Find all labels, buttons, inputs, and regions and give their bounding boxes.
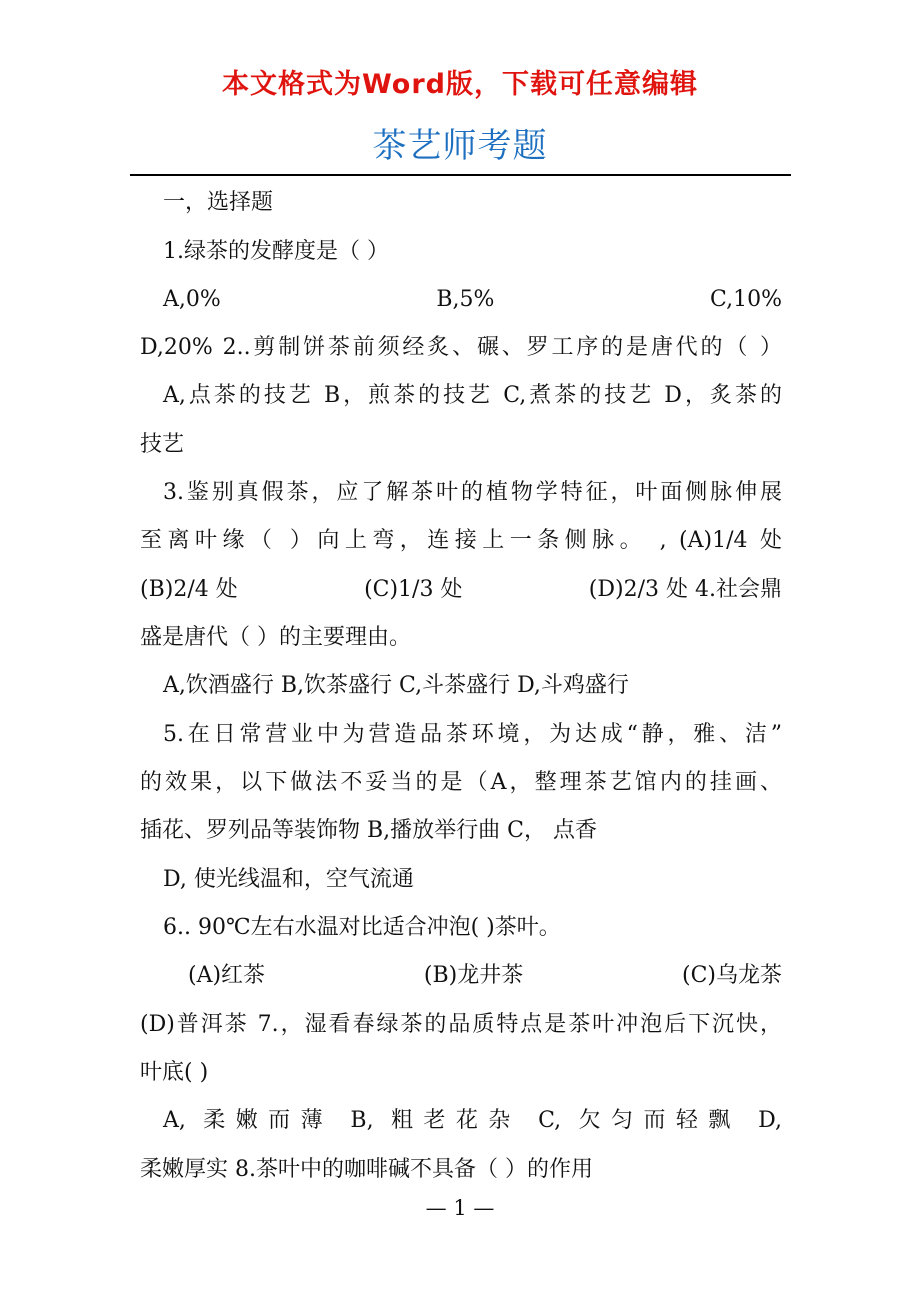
- option-text: (D)2/3 处 4.社会鼎: [588, 577, 782, 602]
- option-text: A,0%: [163, 287, 221, 312]
- options-line: [140, 575, 782, 605]
- option-text: (C)乌龙茶: [682, 963, 782, 988]
- question-line: 至离叶缘（ ）向上弯，连接上一条侧脉。 , (A)1/4 处: [140, 528, 782, 553]
- question-line: 柔嫩厚实 8.茶叶中的咖啡碱不具备（ ）的作用: [140, 1157, 593, 1182]
- document-title: 茶艺师考题: [372, 126, 548, 166]
- options-line: [163, 285, 782, 315]
- question-line: (D)普洱茶 7.，湿看春绿茶的品质特点是茶叶冲泡后下沉快，: [140, 1012, 782, 1037]
- question-line: 技艺: [140, 432, 185, 457]
- question-line: 的效果，以下做法不妥当的是（A，整理茶艺馆内的挂画、: [140, 770, 782, 795]
- question-line: 叶底( ): [140, 1060, 209, 1085]
- question-line: 盛是唐代（ ）的主要理由。: [140, 625, 411, 650]
- question-line: 5.在日常营业中为营造品茶环境，为达成“静，雅、洁”: [163, 722, 782, 747]
- option-text: B,5%: [436, 287, 495, 312]
- option-text: (C)1/3 处: [364, 577, 463, 602]
- question-line: 3.鉴别真假茶，应了解茶叶的植物学特征，叶面侧脉伸展: [163, 480, 782, 505]
- options-line: A,饮酒盛行 B,饮茶盛行 C,斗茶盛行 D,斗鸡盛行: [163, 673, 629, 698]
- section-heading: 一，选择题: [163, 190, 274, 215]
- options-line: A, 柔嫩而薄 B, 粗老花杂 C, 欠匀而轻飘 D,: [163, 1108, 782, 1133]
- options-line: D, 使光线温和，空气流通: [163, 867, 414, 892]
- option-text: (B)龙井茶: [423, 963, 524, 988]
- format-banner: 本文格式为Word版，下载可任意编辑: [221, 69, 698, 100]
- options-line: A,点茶的技艺 B，煎茶的技艺 C,煮茶的技艺 D，炙茶的: [163, 383, 782, 408]
- question-line: 6.. 90℃左右水温对比适合冲泡( )茶叶。: [163, 915, 561, 940]
- option-text: (B)2/4 处: [140, 577, 238, 602]
- option-text: C,10%: [710, 287, 782, 312]
- options-line: [188, 961, 782, 991]
- title-divider: [130, 174, 791, 176]
- option-text: (A)红茶: [188, 963, 266, 988]
- question-line: D,20% 2..剪制饼茶前须经炙、碾、罗工序的是唐代的（ ）: [140, 335, 782, 360]
- question-line: 1.绿茶的发酵度是（ ）: [163, 239, 389, 264]
- page-number: — 1 —: [425, 1196, 495, 1220]
- options-line: 插花、罗列品等装饰物 B,播放举行曲 C， 点香: [140, 818, 597, 843]
